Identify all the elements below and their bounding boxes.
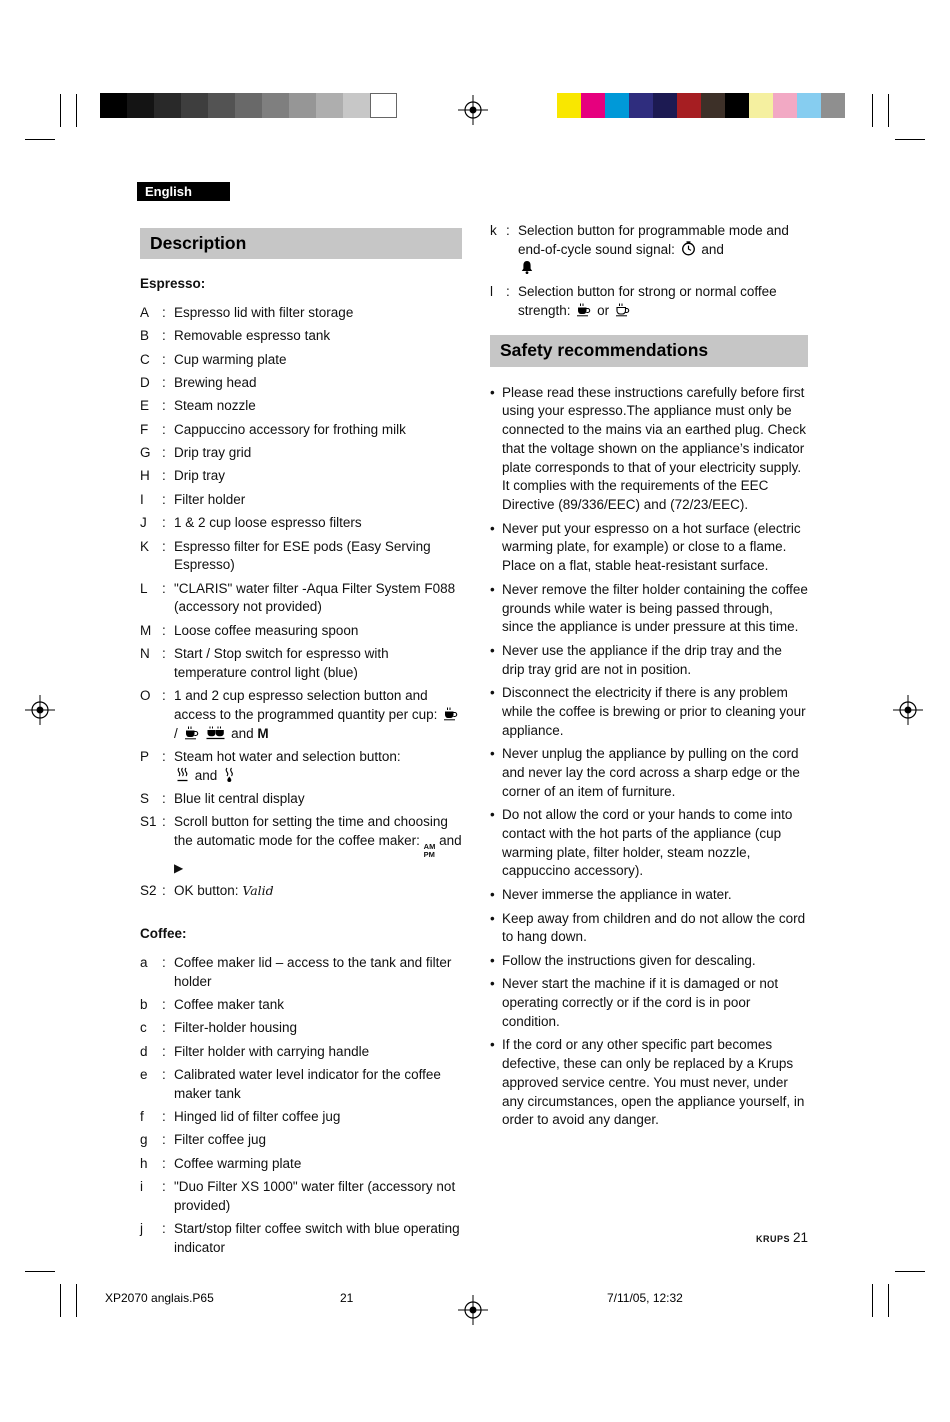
separator: : xyxy=(506,283,510,299)
item-key: H xyxy=(140,468,150,484)
list-item xyxy=(140,580,462,618)
separator: : xyxy=(162,1179,166,1194)
registration-target-icon xyxy=(893,695,923,725)
bullet-icon: • xyxy=(490,886,495,902)
separator: : xyxy=(162,580,166,596)
list-item xyxy=(140,327,462,346)
crop-mark xyxy=(60,1284,61,1317)
crop-mark xyxy=(895,1271,925,1272)
clock-icon xyxy=(681,241,696,256)
item-text: 1 and 2 cup espresso selection button and access to the programmed quantity per cup: xyxy=(174,688,438,722)
item-key: g xyxy=(140,1132,148,1148)
left-column xyxy=(140,228,462,1262)
separator: : xyxy=(162,445,166,461)
safety-bullet xyxy=(490,952,808,971)
item-text: Coffee maker lid – access to the tank and filter holder xyxy=(174,954,452,989)
separator: : xyxy=(162,538,166,554)
calibration-swatch xyxy=(725,93,749,118)
item-text: and xyxy=(194,767,218,783)
bullet-text: If the cord or any other specific part becomes defective, these can only be replaced by a Krups approved service centre. You must never, under any circumstances, open the appliance yourself, in order to avoid any danger. xyxy=(502,1037,805,1128)
calibration-swatch xyxy=(289,93,316,118)
item-text: and xyxy=(439,833,462,849)
separator: : xyxy=(162,1108,166,1124)
list-item xyxy=(140,1108,462,1127)
safety-bullet xyxy=(490,745,808,801)
bullet-icon: • xyxy=(490,384,495,400)
bullet-text: Never unplug the appliance by pulling on the cord and never lay the cord across a sharp edge or the corner of an item of furniture. xyxy=(502,746,800,799)
list-item xyxy=(140,491,462,510)
separator: : xyxy=(162,305,166,321)
item-text: Start / Stop switch for espresso with temperature control light (blue) xyxy=(174,646,389,680)
calibration-swatch xyxy=(773,93,797,118)
bullet-text: Keep away from children and do not allow the cord to hang down. xyxy=(502,910,806,945)
item-text: Loose coffee measuring spoon xyxy=(174,622,359,638)
language-label: English xyxy=(137,182,230,201)
item-key: J xyxy=(140,515,147,531)
list-item-p xyxy=(140,748,462,786)
color-calibration-strip xyxy=(557,93,845,118)
footer-datetime: 7/11/05, 12:32 xyxy=(607,1291,683,1305)
calibration-swatch xyxy=(629,93,653,118)
item-key: S1 xyxy=(140,814,157,830)
safety-bullet xyxy=(490,384,808,515)
bullet-icon: • xyxy=(490,746,495,762)
safety-bullet xyxy=(490,642,808,680)
calibration-swatch xyxy=(653,93,677,118)
bullet-text: Follow the instructions given for descaling. xyxy=(502,952,756,968)
item-key: e xyxy=(140,1066,148,1082)
item-text: Cappuccino accessory for frothing milk xyxy=(174,421,406,437)
item-key: i xyxy=(140,1179,143,1194)
item-text: Coffee maker tank xyxy=(174,996,285,1012)
separator: : xyxy=(162,954,166,970)
item-text: Filter-holder housing xyxy=(174,1020,298,1036)
am-pm-icon xyxy=(424,843,436,859)
item-key: k xyxy=(490,223,497,238)
item-text: 1 & 2 cup loose espresso filters xyxy=(174,515,362,531)
separator: : xyxy=(162,398,166,414)
grayscale-calibration-strip xyxy=(100,93,397,118)
separator: : xyxy=(162,791,166,807)
item-key: I xyxy=(140,491,144,507)
bullet-text: Do not allow the cord or your hands to come into contact with the hot parts of the appliance (cup warming plate, filter holder, steam nozzle, cappuccino accessory). xyxy=(502,807,793,879)
item-text: and xyxy=(701,241,724,257)
separator: : xyxy=(162,622,166,638)
list-item xyxy=(140,304,462,323)
item-key: a xyxy=(140,954,148,970)
item-key: G xyxy=(140,445,151,461)
play-arrow-icon: ▶ xyxy=(174,860,184,875)
separator: : xyxy=(506,223,510,238)
item-text: Scroll button for setting the time and choosing the automatic mode for the coffee maker: xyxy=(174,814,448,849)
page-number: 21 xyxy=(792,1230,808,1245)
right-column xyxy=(490,222,808,1135)
bullet-icon: • xyxy=(490,520,495,536)
two-cup-icon xyxy=(206,726,225,740)
item-text: Removable espresso tank xyxy=(174,328,331,344)
bullet-icon: • xyxy=(490,642,495,658)
list-item xyxy=(140,1220,462,1258)
item-text: Filter coffee jug xyxy=(174,1132,267,1148)
safety-bullet xyxy=(490,886,808,905)
list-item xyxy=(140,444,462,463)
valid-label: Valid xyxy=(242,883,274,899)
calibration-swatch xyxy=(581,93,605,118)
item-key: B xyxy=(140,328,150,344)
item-key: b xyxy=(140,996,148,1012)
list-item-s1 xyxy=(140,813,462,877)
bullet-icon: • xyxy=(490,807,495,823)
calibration-swatch xyxy=(797,93,821,118)
calibration-swatch xyxy=(821,93,845,118)
registration-target-icon xyxy=(458,1295,488,1325)
list-item xyxy=(140,538,462,576)
calibration-swatch xyxy=(181,93,208,118)
separator: : xyxy=(162,421,166,437)
separator: : xyxy=(162,351,166,367)
list-item-l xyxy=(490,283,808,321)
safety-heading: Safety recommendations xyxy=(490,335,808,366)
normal-cup-icon xyxy=(615,303,630,317)
item-text: OK button: xyxy=(174,883,239,899)
safety-bullet xyxy=(490,910,808,948)
bullet-icon: • xyxy=(490,581,495,597)
item-text: Filter holder xyxy=(174,491,246,507)
one-cup-icon xyxy=(184,726,199,740)
crop-mark xyxy=(872,94,873,127)
separator: : xyxy=(162,1066,166,1082)
am-label: AM xyxy=(423,842,436,852)
calibration-swatch xyxy=(370,93,397,118)
item-key: h xyxy=(140,1155,148,1171)
list-item xyxy=(140,645,462,683)
item-text: Drip tray grid xyxy=(174,445,252,461)
safety-bullet xyxy=(490,581,808,637)
item-text: Coffee warming plate xyxy=(174,1155,302,1171)
item-text: Espresso lid with filter storage xyxy=(174,305,354,321)
item-text: Steam nozzle xyxy=(174,398,256,414)
bullet-text: Never use the appliance if the drip tray and the drip tray grid are not in position. xyxy=(502,642,782,677)
item-key: P xyxy=(140,748,150,764)
list-item xyxy=(140,514,462,533)
strong-cup-icon xyxy=(576,303,591,317)
separator: : xyxy=(162,375,166,391)
item-text: Selection button for strong or normal coffee strength: xyxy=(518,283,777,318)
list-item xyxy=(140,790,462,809)
list-item xyxy=(140,1019,462,1038)
footer-file-name: XP2070 anglais.P65 xyxy=(105,1291,214,1305)
footer-sheet-number: 21 xyxy=(340,1291,354,1305)
bullet-icon: • xyxy=(490,910,495,926)
list-item-s2 xyxy=(140,882,462,901)
registration-target-icon xyxy=(25,695,55,725)
item-text xyxy=(174,687,462,743)
espresso-group-title: Espresso: xyxy=(140,276,206,292)
separator: : xyxy=(162,688,166,704)
brand-label: KRUPS xyxy=(755,1234,790,1244)
item-text: or xyxy=(597,302,610,318)
separator: / xyxy=(174,725,178,741)
list-item xyxy=(140,1155,462,1174)
page-number-line xyxy=(490,1229,808,1247)
list-item xyxy=(140,996,462,1015)
item-key: j xyxy=(140,1221,143,1237)
list-item-k xyxy=(490,222,808,278)
item-key: c xyxy=(140,1020,147,1036)
safety-bullet xyxy=(490,1036,808,1130)
item-key: d xyxy=(140,1043,148,1059)
item-key: A xyxy=(140,305,150,321)
item-text: Calibrated water level indicator for the coffee maker tank xyxy=(174,1066,441,1101)
calibration-swatch xyxy=(154,93,181,118)
coffee-group-title: Coffee: xyxy=(140,926,187,941)
registration-target-icon xyxy=(458,95,488,125)
item-text: Brewing head xyxy=(174,375,257,391)
calibration-swatch xyxy=(262,93,289,118)
separator: : xyxy=(162,1155,166,1171)
crop-mark xyxy=(25,139,55,140)
item-text: "CLARIS" water filter -Aqua Filter System F088 (accessory not provided) xyxy=(174,580,456,615)
separator: : xyxy=(162,468,166,484)
one-cup-icon xyxy=(443,707,458,721)
crop-mark xyxy=(888,94,889,127)
crop-mark xyxy=(60,94,61,127)
separator: : xyxy=(162,1043,166,1059)
hot-water-icon xyxy=(223,767,236,782)
item-key: M xyxy=(140,622,152,638)
bullet-icon: • xyxy=(490,976,495,992)
item-key: l xyxy=(490,283,493,299)
safety-bullet xyxy=(490,975,808,1031)
separator: : xyxy=(162,814,166,830)
calibration-swatch xyxy=(208,93,235,118)
separator: : xyxy=(162,646,166,662)
bullet-text: Never put your espresso on a hot surface (electric warming plate, for example) or close to a flame. Place on a flat, stable heat-resistant surface. xyxy=(502,520,801,574)
item-text xyxy=(518,222,808,278)
bullet-text: Never immerse the appliance in water. xyxy=(502,886,732,902)
item-key: S xyxy=(140,791,150,807)
item-text: Espresso filter for ESE pods (Easy Serving Espresso) xyxy=(174,538,431,573)
calibration-swatch xyxy=(701,93,725,118)
bullet-icon: • xyxy=(490,1037,495,1053)
item-text: "Duo Filter XS 1000" water filter (accessory not provided) xyxy=(174,1179,456,1213)
bullet-text: Please read these instructions carefully before first using your espresso.The appliance must only be connected to the mains via an earthed plug. Check that the voltage shown on the appliance’s indicator plate corresponds to that of your electricity supply. It complies with the requirements of the EEC Directive (89/336/EEC) and (72/23/EEC). xyxy=(502,384,806,513)
calibration-swatch xyxy=(557,93,581,118)
item-text: Start/stop filter coffee switch with blue operating indicator xyxy=(174,1221,460,1255)
bullet-text: Never remove the filter holder containing the coffee grounds while water is being passed through, since the appliance is under pressure at this time. xyxy=(502,581,808,635)
separator: : xyxy=(162,1132,166,1148)
list-item xyxy=(140,1131,462,1150)
separator: : xyxy=(162,1020,166,1036)
calibration-swatch xyxy=(677,93,701,118)
separator: : xyxy=(162,1221,166,1237)
separator: : xyxy=(162,748,166,764)
list-item xyxy=(140,622,462,641)
item-text: Steam hot water and selection button: xyxy=(174,748,401,764)
crop-mark xyxy=(76,94,77,127)
pm-label: PM xyxy=(423,850,435,860)
calibration-swatch xyxy=(235,93,262,118)
safety-bullet xyxy=(490,520,808,576)
item-key: F xyxy=(140,421,149,437)
separator: : xyxy=(162,996,166,1012)
bullet-icon: • xyxy=(490,952,495,968)
item-key: O xyxy=(140,688,151,704)
item-key: N xyxy=(140,646,150,662)
item-text xyxy=(174,748,462,786)
bullet-text: Never start the machine if it is damaged or not operating correctly or if the cord is in poor condition. xyxy=(502,976,779,1029)
item-key: D xyxy=(140,375,150,391)
item-key: f xyxy=(140,1108,144,1124)
separator: : xyxy=(162,491,166,507)
m-button-label: M xyxy=(257,725,269,741)
calibration-swatch xyxy=(100,93,127,118)
crop-mark xyxy=(872,1284,873,1317)
bell-icon xyxy=(520,260,534,275)
list-item xyxy=(140,1178,462,1216)
item-text: Hinged lid of filter coffee jug xyxy=(174,1108,341,1124)
list-item xyxy=(140,1066,462,1104)
list-item xyxy=(140,954,462,992)
calibration-swatch xyxy=(316,93,343,118)
safety-bullet xyxy=(490,684,808,740)
description-heading: Description xyxy=(140,228,462,259)
item-text: and xyxy=(231,725,254,741)
bullet-text: Disconnect the electricity if there is any problem while the coffee is brewing or prior to cleaning your appliance. xyxy=(502,685,806,738)
item-key: C xyxy=(140,351,150,367)
crop-mark xyxy=(25,1271,55,1272)
item-text xyxy=(174,813,462,877)
item-text: Selection button for programmable mode and end-of-cycle sound signal: xyxy=(518,223,789,257)
list-item xyxy=(140,374,462,393)
safety-bullet xyxy=(490,806,808,881)
crop-mark xyxy=(888,1284,889,1317)
item-key: L xyxy=(140,580,148,596)
separator: : xyxy=(162,883,166,899)
item-key: S2 xyxy=(140,883,157,899)
item-text: Drip tray xyxy=(174,468,226,484)
bullet-icon: • xyxy=(490,685,495,701)
item-key: K xyxy=(140,538,150,554)
crop-mark xyxy=(76,1284,77,1317)
list-item xyxy=(140,467,462,486)
item-text: Filter holder with carrying handle xyxy=(174,1043,370,1059)
list-item xyxy=(140,351,462,370)
item-text xyxy=(518,283,808,321)
separator: : xyxy=(162,328,166,344)
list-item xyxy=(140,421,462,440)
item-text xyxy=(174,882,462,901)
calibration-swatch xyxy=(343,93,370,118)
list-item xyxy=(140,1043,462,1062)
item-text: Cup warming plate xyxy=(174,351,287,367)
calibration-swatch xyxy=(749,93,773,118)
crop-mark xyxy=(895,139,925,140)
item-text: Blue lit central display xyxy=(174,791,305,807)
calibration-swatch xyxy=(127,93,154,118)
separator: : xyxy=(162,515,166,531)
calibration-swatch xyxy=(605,93,629,118)
steam-icon xyxy=(176,767,189,782)
list-item-o xyxy=(140,687,462,743)
list-item xyxy=(140,397,462,416)
item-key: E xyxy=(140,398,150,414)
